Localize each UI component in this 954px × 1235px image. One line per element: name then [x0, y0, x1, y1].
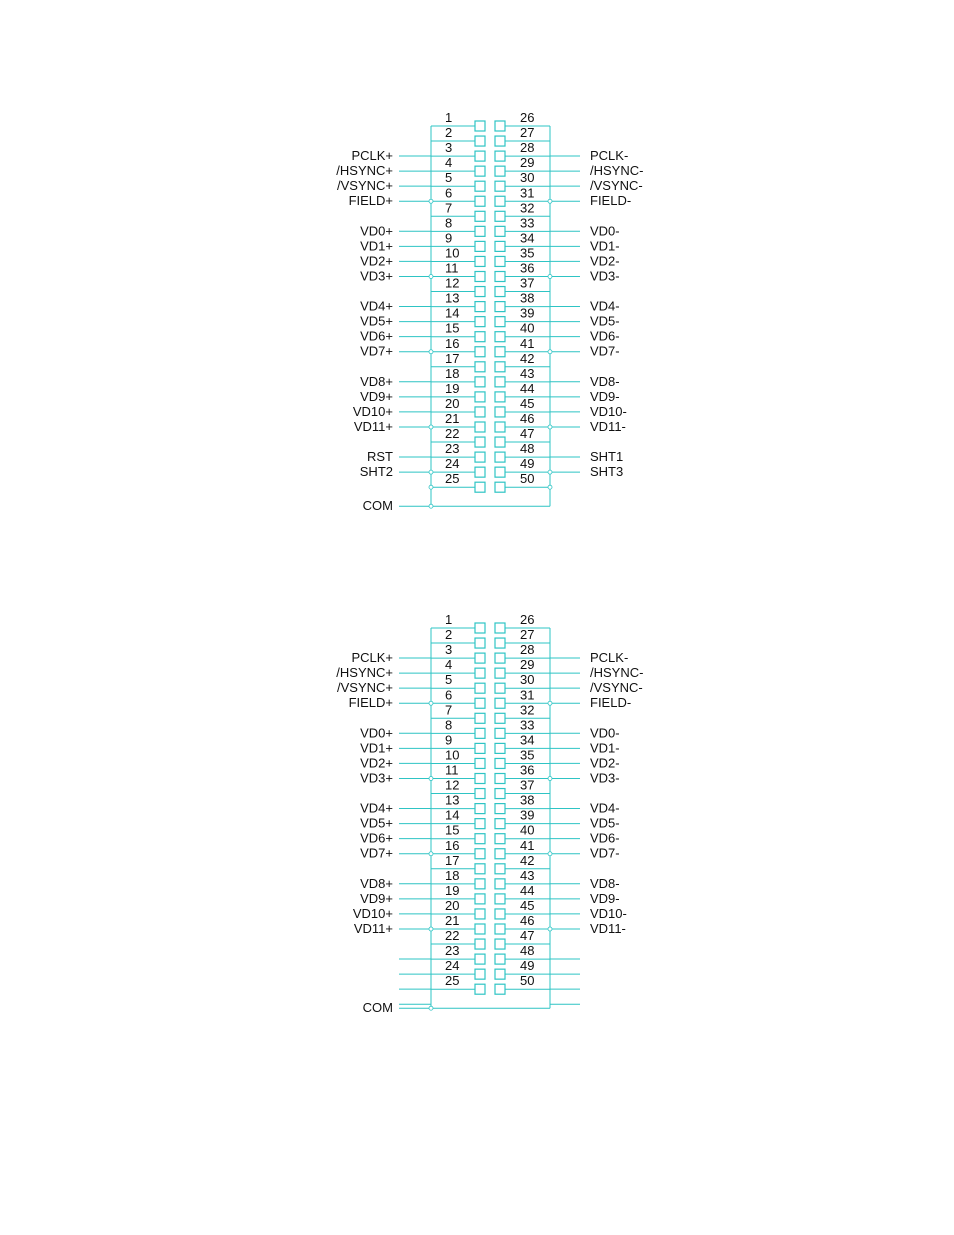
pad-left: [475, 683, 485, 693]
pad-left: [475, 272, 485, 282]
pad-left: [475, 317, 485, 327]
junction-dot-right: [548, 927, 552, 931]
junction-dot-left: [429, 777, 433, 781]
pad-left: [475, 136, 485, 146]
pad-left: [475, 789, 485, 799]
pin-number-left: 18: [445, 867, 460, 883]
connector-diagram-bottom: [336, 612, 643, 1015]
pin-number-right: 34: [520, 230, 535, 246]
pin-number-right: 43: [520, 867, 535, 883]
connector-diagram-top: [336, 110, 643, 513]
pin-number-left: 20: [445, 395, 460, 411]
pin-number-left: 12: [445, 275, 460, 291]
pad-left: [475, 422, 485, 432]
signal-label-left: VD2+: [360, 755, 393, 771]
pad-right: [495, 181, 505, 191]
pad-right: [495, 362, 505, 372]
pad-right: [495, 954, 505, 964]
pad-left: [475, 121, 485, 131]
signal-label-right: FIELD-: [590, 695, 632, 711]
pin-number-right: 50: [520, 471, 535, 487]
pad-left: [475, 407, 485, 417]
pin-number-right: 46: [520, 913, 535, 928]
junction-dot-right: [548, 425, 552, 429]
junction-dot-right: [548, 852, 552, 856]
pin-number-left: 1: [445, 612, 453, 627]
signal-label-right: VD0-: [590, 223, 620, 239]
pad-left: [475, 698, 485, 708]
pin-number-right: 36: [520, 762, 535, 778]
pin-number-right: 30: [520, 672, 535, 688]
pad-right: [495, 984, 505, 994]
pin-number-left: 22: [445, 928, 460, 944]
signal-label-left: VD11+: [353, 418, 393, 434]
pad-right: [495, 121, 505, 131]
pin-number-right: 49: [520, 958, 535, 974]
pad-right: [495, 422, 505, 432]
signal-label-left: VD10+: [352, 905, 393, 921]
pad-left: [475, 834, 485, 844]
pin-number-left: 9: [445, 732, 453, 748]
signal-label-left: VD7+: [360, 845, 393, 861]
junction-dot-right: [548, 777, 552, 781]
pin-number-right: 31: [520, 185, 535, 201]
pad-left: [475, 166, 485, 176]
pad-left: [475, 226, 485, 236]
pad-right: [495, 939, 505, 949]
pad-right: [495, 196, 505, 206]
pin-number-left: 24: [445, 958, 460, 974]
signal-label-right: VD5-: [590, 313, 620, 329]
pin-number-left: 18: [445, 365, 460, 381]
pad-right: [495, 743, 505, 753]
pin-number-right: 43: [520, 365, 535, 381]
signal-label-right: SHT3: [590, 464, 624, 480]
pin-number-right: 42: [520, 852, 535, 868]
pin-number-right: 41: [520, 837, 535, 853]
signal-label-left: VD0+: [360, 725, 393, 741]
pin-number-left: 21: [445, 913, 460, 928]
pin-number-left: 24: [445, 456, 460, 472]
pin-number-right: 33: [520, 717, 535, 733]
pad-left: [475, 638, 485, 648]
pad-right: [495, 347, 505, 357]
pin-number-left: 25: [445, 973, 460, 989]
pad-right: [495, 894, 505, 904]
signal-label-right: VD7-: [590, 845, 620, 861]
signal-label-right: VD11-: [590, 920, 626, 936]
pin-number-left: 16: [445, 335, 460, 351]
pin-number-right: 30: [520, 170, 535, 186]
junction-dot-right: [548, 199, 552, 203]
signal-label-left: VD4+: [360, 298, 393, 314]
pad-right: [495, 774, 505, 784]
pin-number-right: 45: [520, 897, 535, 913]
pad-right: [495, 638, 505, 648]
pin-number-left: 6: [445, 185, 453, 201]
pad-right: [495, 728, 505, 738]
pin-number-right: 32: [520, 702, 535, 718]
pin-number-right: 45: [520, 395, 535, 411]
pin-number-left: 2: [445, 627, 453, 643]
signal-label-left: VD10+: [352, 403, 393, 419]
junction-dot-left: [429, 701, 433, 705]
pin-number-right: 38: [520, 792, 535, 808]
signal-label-left: VD9+: [360, 890, 393, 906]
signal-label-left: VD9+: [360, 388, 393, 404]
pin-number-right: 39: [520, 305, 535, 321]
pin-number-right: 47: [520, 928, 535, 944]
pin-number-left: 3: [445, 140, 453, 156]
pin-number-left: 2: [445, 125, 453, 141]
pin-number-left: 3: [445, 642, 453, 658]
signal-label-left: VD3+: [360, 770, 393, 786]
signal-label-left: VD3+: [360, 268, 393, 284]
pad-left: [475, 181, 485, 191]
signal-label-left: PCLK+: [351, 650, 393, 666]
pin-number-right: 48: [520, 943, 535, 959]
junction-dot-right: [548, 470, 552, 474]
pad-left: [475, 728, 485, 738]
pad-right: [495, 804, 505, 814]
pad-left: [475, 819, 485, 829]
pad-right: [495, 377, 505, 387]
pin-number-right: 47: [520, 426, 535, 442]
signal-label-left: VD5+: [360, 313, 393, 329]
pad-right: [495, 256, 505, 266]
pin-number-left: 5: [445, 170, 453, 186]
signal-label-right: VD3-: [590, 770, 620, 786]
signal-label-right: PCLK-: [590, 650, 629, 666]
pad-left: [475, 362, 485, 372]
signal-label-left: VD2+: [360, 253, 393, 269]
pad-left: [475, 287, 485, 297]
pin-number-left: 19: [445, 882, 460, 898]
pad-right: [495, 302, 505, 312]
junction-dot-left: [429, 852, 433, 856]
junction-dot-right: [548, 350, 552, 354]
common-label: COM: [362, 498, 393, 514]
pad-left: [475, 894, 485, 904]
pad-left: [475, 758, 485, 768]
pad-right: [495, 668, 505, 678]
pin-number-left: 5: [445, 672, 453, 688]
pin-number-right: 28: [520, 140, 535, 156]
pin-number-left: 9: [445, 230, 453, 246]
pin-number-right: 29: [520, 155, 535, 171]
pin-number-left: 19: [445, 380, 460, 396]
signal-label-right: VD7-: [590, 343, 620, 359]
pad-right: [495, 151, 505, 161]
pin-number-left: 23: [445, 441, 460, 457]
junction-dot-left: [429, 470, 433, 474]
pad-right: [495, 713, 505, 723]
pad-left: [475, 392, 485, 402]
common-label: COM: [362, 1000, 393, 1016]
signal-label-right: VD2-: [590, 755, 620, 771]
pad-left: [475, 939, 485, 949]
signal-label-right: VD1-: [590, 740, 620, 756]
pin-number-left: 21: [445, 411, 460, 426]
signal-label-left: /HSYNC+: [336, 163, 393, 179]
signal-label-right: VD6-: [590, 328, 620, 344]
signal-label-left: SHT2: [359, 464, 393, 480]
pad-left: [475, 954, 485, 964]
pin-number-left: 12: [445, 777, 460, 793]
junction-dot-left: [429, 927, 433, 931]
pad-right: [495, 317, 505, 327]
pin-number-right: 33: [520, 215, 535, 231]
pad-left: [475, 482, 485, 492]
pad-right: [495, 241, 505, 251]
pin-number-right: 41: [520, 335, 535, 351]
signal-label-right: VD4-: [590, 800, 620, 816]
pad-left: [475, 332, 485, 342]
pad-right: [495, 287, 505, 297]
signal-label-right: VD0-: [590, 725, 620, 741]
signal-label-left: VD8+: [360, 875, 393, 891]
junction-dot-left: [429, 485, 433, 489]
signal-label-right: VD9-: [590, 890, 620, 906]
pad-left: [475, 256, 485, 266]
pin-number-left: 6: [445, 687, 453, 703]
pin-number-left: 11: [445, 260, 459, 276]
signal-label-left: VD1+: [360, 740, 393, 756]
signal-label-left: VD8+: [360, 373, 393, 389]
signal-label-right: VD4-: [590, 298, 620, 314]
pad-left: [475, 302, 485, 312]
pad-left: [475, 804, 485, 814]
signal-label-left: /VSYNC+: [337, 680, 393, 696]
pin-number-right: 36: [520, 260, 535, 276]
signal-label-left: FIELD+: [348, 193, 393, 209]
signal-label-right: VD10-: [590, 905, 627, 921]
pin-number-right: 27: [520, 627, 535, 643]
pin-number-right: 50: [520, 973, 535, 989]
pin-number-right: 44: [520, 380, 535, 396]
pin-number-left: 22: [445, 426, 460, 442]
pin-number-right: 29: [520, 657, 535, 673]
signal-label-left: VD4+: [360, 800, 393, 816]
pad-left: [475, 743, 485, 753]
pin-number-right: 34: [520, 732, 535, 748]
pad-left: [475, 969, 485, 979]
pad-right: [495, 849, 505, 859]
pin-number-right: 38: [520, 290, 535, 306]
junction-dot-left: [429, 350, 433, 354]
pin-number-right: 44: [520, 882, 535, 898]
pin-number-left: 8: [445, 717, 453, 733]
pad-left: [475, 467, 485, 477]
pin-number-right: 28: [520, 642, 535, 658]
pad-left: [475, 377, 485, 387]
signal-label-right: VD10-: [590, 403, 627, 419]
pad-left: [475, 849, 485, 859]
pin-number-left: 15: [445, 320, 460, 336]
pad-right: [495, 924, 505, 934]
pad-left: [475, 241, 485, 251]
pin-number-right: 27: [520, 125, 535, 141]
signal-label-right: PCLK-: [590, 148, 629, 164]
pad-right: [495, 653, 505, 663]
pad-right: [495, 789, 505, 799]
pad-right: [495, 272, 505, 282]
signal-label-left: VD6+: [360, 830, 393, 846]
signal-label-right: VD1-: [590, 238, 620, 254]
signal-label-right: FIELD-: [590, 193, 632, 209]
pin-number-right: 35: [520, 245, 535, 261]
pin-number-right: 49: [520, 456, 535, 472]
pin-number-left: 17: [445, 852, 460, 868]
pin-number-right: 35: [520, 747, 535, 763]
pin-number-left: 25: [445, 471, 460, 487]
signal-label-left: VD1+: [360, 238, 393, 254]
pad-right: [495, 698, 505, 708]
pin-number-left: 1: [445, 110, 453, 125]
signal-label-left: /VSYNC+: [337, 178, 393, 194]
pin-number-left: 23: [445, 943, 460, 959]
signal-label-right: /HSYNC-: [590, 163, 644, 179]
signal-label-right: VD8-: [590, 875, 620, 891]
pin-number-right: 37: [520, 777, 535, 793]
junction-dot-right: [548, 485, 552, 489]
pad-right: [495, 332, 505, 342]
pad-right: [495, 834, 505, 844]
junction-dot-left: [429, 199, 433, 203]
pad-right: [495, 166, 505, 176]
pad-left: [475, 924, 485, 934]
signal-label-right: VD5-: [590, 815, 620, 831]
signal-label-left: VD0+: [360, 223, 393, 239]
junction-dot-right: [548, 275, 552, 279]
pin-number-left: 13: [445, 290, 460, 306]
pad-right: [495, 758, 505, 768]
signal-label-right: /VSYNC-: [590, 178, 643, 194]
pin-number-left: 7: [445, 200, 453, 216]
pin-number-left: 7: [445, 702, 453, 718]
pin-number-left: 14: [445, 807, 460, 823]
pin-number-left: 11: [445, 762, 459, 778]
pad-left: [475, 879, 485, 889]
pad-left: [475, 151, 485, 161]
signal-label-left: VD11+: [353, 920, 393, 936]
pad-right: [495, 392, 505, 402]
pad-right: [495, 452, 505, 462]
signal-label-right: VD9-: [590, 388, 620, 404]
signal-label-left: VD7+: [360, 343, 393, 359]
pin-number-left: 10: [445, 747, 460, 763]
pin-number-right: 48: [520, 441, 535, 457]
signal-label-right: SHT1: [590, 449, 624, 465]
pad-left: [475, 437, 485, 447]
pin-number-right: 46: [520, 411, 535, 426]
pin-number-left: 8: [445, 215, 453, 231]
pad-left: [475, 347, 485, 357]
pad-left: [475, 452, 485, 462]
pad-left: [475, 653, 485, 663]
pad-left: [475, 196, 485, 206]
signal-label-left: VD6+: [360, 328, 393, 344]
signal-label-left: VD5+: [360, 815, 393, 831]
junction-dot-right: [548, 701, 552, 705]
pad-left: [475, 713, 485, 723]
pad-right: [495, 437, 505, 447]
pad-right: [495, 482, 505, 492]
pin-number-left: 4: [445, 155, 453, 171]
signal-label-left: /HSYNC+: [336, 665, 393, 681]
pin-number-left: 16: [445, 837, 460, 853]
junction-dot-left: [429, 425, 433, 429]
pin-number-left: 17: [445, 350, 460, 366]
pad-right: [495, 211, 505, 221]
common-junction-dot: [429, 504, 433, 508]
pin-number-right: 39: [520, 807, 535, 823]
pad-right: [495, 623, 505, 633]
pad-right: [495, 407, 505, 417]
pin-number-left: 4: [445, 657, 453, 673]
pin-number-right: 37: [520, 275, 535, 291]
signal-label-left: PCLK+: [351, 148, 393, 164]
signal-label-right: VD3-: [590, 268, 620, 284]
pin-number-right: 42: [520, 350, 535, 366]
pad-right: [495, 864, 505, 874]
pad-right: [495, 226, 505, 236]
pad-right: [495, 819, 505, 829]
junction-dot-left: [429, 275, 433, 279]
pad-left: [475, 774, 485, 784]
pad-left: [475, 909, 485, 919]
signal-label-right: VD6-: [590, 830, 620, 846]
pad-left: [475, 211, 485, 221]
pad-right: [495, 683, 505, 693]
pin-number-right: 26: [520, 612, 535, 627]
signal-label-right: /HSYNC-: [590, 665, 644, 681]
signal-label-right: VD11-: [590, 418, 626, 434]
pad-right: [495, 909, 505, 919]
pin-number-right: 40: [520, 822, 535, 838]
signal-label-right: VD8-: [590, 373, 620, 389]
pin-number-left: 14: [445, 305, 460, 321]
pin-number-left: 20: [445, 897, 460, 913]
pin-number-right: 40: [520, 320, 535, 336]
pad-left: [475, 984, 485, 994]
signal-label-right: /VSYNC-: [590, 680, 643, 696]
pad-left: [475, 623, 485, 633]
signal-label-left: RST: [367, 449, 393, 465]
pad-left: [475, 864, 485, 874]
pad-right: [495, 136, 505, 146]
pad-right: [495, 467, 505, 477]
common-junction-dot: [429, 1006, 433, 1010]
pin-number-left: 10: [445, 245, 460, 261]
pad-left: [475, 668, 485, 678]
pin-number-left: 13: [445, 792, 460, 808]
pad-right: [495, 879, 505, 889]
signal-label-left: FIELD+: [348, 695, 393, 711]
pad-right: [495, 969, 505, 979]
pin-number-left: 15: [445, 822, 460, 838]
pin-number-right: 31: [520, 687, 535, 703]
pin-number-right: 26: [520, 110, 535, 125]
signal-label-right: VD2-: [590, 253, 620, 269]
pin-number-right: 32: [520, 200, 535, 216]
